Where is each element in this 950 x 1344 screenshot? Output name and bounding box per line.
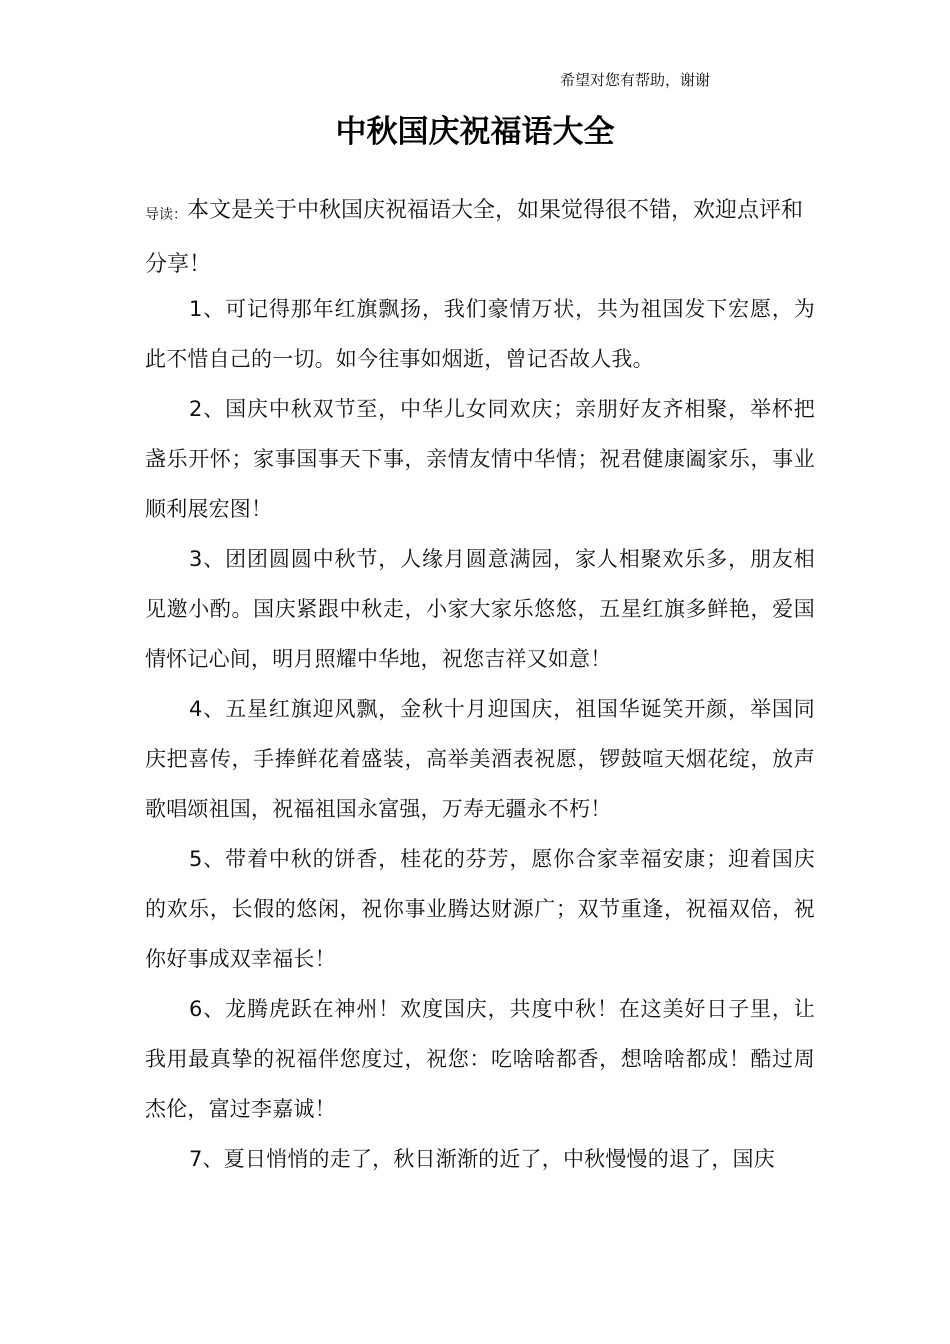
paragraph-2: 2、国庆中秋双节至，中华儿女同欢庆；亲朋好友齐相聚，举杯把盏乐开怀；家事国事天下事，亲情友情中华情；祝君健康阖家乐，事业顺利展宏图！ (145, 397, 815, 521)
paragraph-5: 5、带着中秋的饼香，桂花的芬芳，愿你合家幸福安康；迎着国庆的欢乐，长假的悠闲，祝你事业腾达财源广；双节重逢，祝福双倍，祝你好事成双幸福长！ (145, 847, 815, 971)
intro-text: 本文是关于中秋国庆祝福语大全，如果觉得很不错，欢迎点评和分享！ (145, 198, 804, 277)
document-body (145, 284, 815, 1184)
paragraph-7: 7、夏日悄悄的走了，秋日渐渐的近了，中秋慢慢的退了，国庆 (189, 1147, 775, 1171)
header-note: 希望对您有帮助，谢谢 (560, 71, 711, 89)
paragraph-1: 1、可记得那年红旗飘扬，我们豪情万状，共为祖国发下宏愿，为此不惜自己的一切。如今往事如烟逝，曾记否故人我。 (145, 297, 815, 371)
intro-paragraph (145, 186, 815, 290)
document-title: 中秋国庆祝福语大全 (335, 114, 615, 150)
paragraph-4: 4、五星红旗迎风飘，金秋十月迎国庆，祖国华诞笑开颜，举国同庆把喜传，手捧鲜花着盛装，高举美酒表祝愿，锣鼓喧天烟花绽，放声歌唱颂祖国，祝福祖国永富强，万寿无疆永不朽！ (145, 697, 815, 821)
paragraph-6: 6、龙腾虎跃在神州！欢度国庆，共度中秋！在这美好日子里，让我用最真挚的祝福伴您度过，祝您：吃啥啥都香，想啥啥都成！酷过周杰伦，富过李嘉诚！ (145, 997, 815, 1121)
paragraph-3: 3、团团圆圆中秋节，人缘月圆意满园，家人相聚欢乐多，朋友相见邀小酌。国庆紧跟中秋走，小家大家乐悠悠，五星红旗多鲜艳，爱国情怀记心间，明月照耀中华地，祝您吉祥又如意！ (145, 547, 815, 671)
intro-label: 导读： (145, 207, 187, 223)
